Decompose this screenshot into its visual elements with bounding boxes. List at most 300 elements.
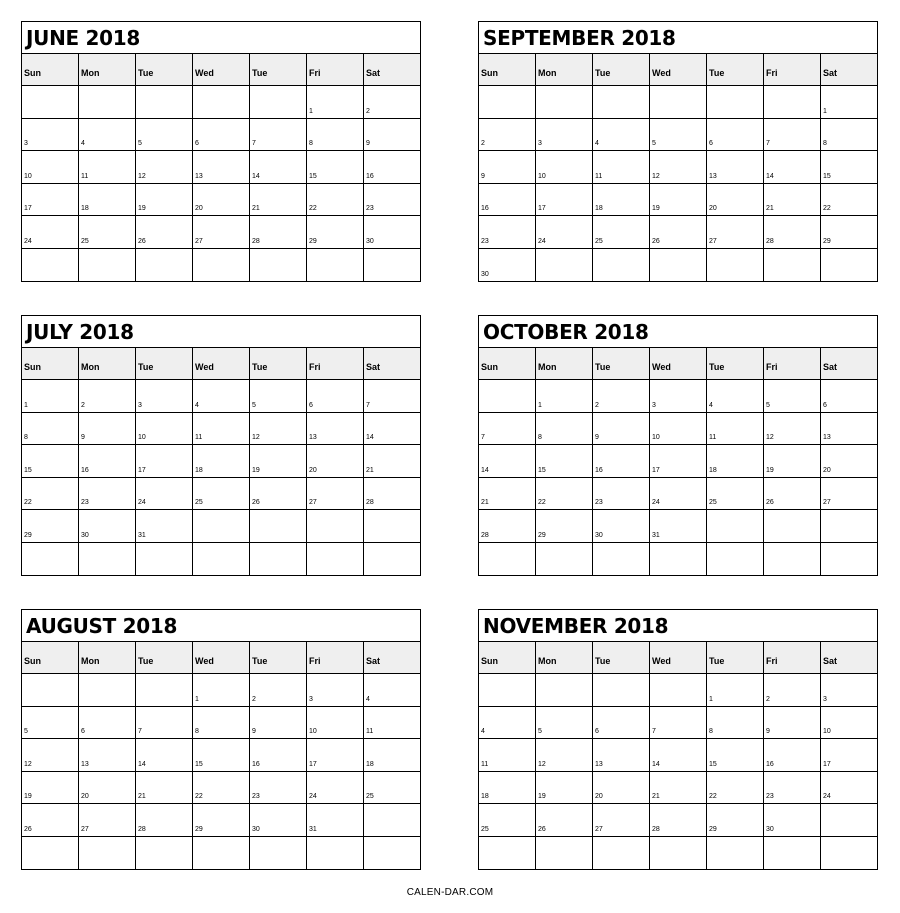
day-cell: 8 <box>22 413 79 446</box>
day-cell: 24 <box>307 772 364 805</box>
day-cell <box>821 837 878 870</box>
weekday-header: Sat <box>364 642 421 674</box>
day-cell <box>307 543 364 576</box>
day-cell <box>364 510 421 543</box>
day-cell <box>536 249 593 282</box>
weekday-header: Tue <box>250 348 307 380</box>
day-cell: 16 <box>593 445 650 478</box>
day-cell: 13 <box>707 151 764 184</box>
day-cell: 5 <box>536 707 593 740</box>
day-cell: 18 <box>707 445 764 478</box>
day-cell: 31 <box>307 804 364 837</box>
day-cell: 10 <box>821 707 878 740</box>
day-cell: 23 <box>79 478 136 511</box>
month-title: SEPTEMBER 2018 <box>479 22 878 54</box>
week-row <box>479 804 878 837</box>
day-cell: 12 <box>764 413 821 446</box>
day-cell: 5 <box>136 119 193 152</box>
day-cell <box>250 543 307 576</box>
day-cell <box>79 543 136 576</box>
day-cell <box>650 249 707 282</box>
weekday-header-row <box>22 642 421 674</box>
day-cell <box>22 249 79 282</box>
day-cell: 11 <box>79 151 136 184</box>
day-cell <box>536 543 593 576</box>
day-cell: 25 <box>364 772 421 805</box>
day-cell: 10 <box>136 413 193 446</box>
day-cell: 27 <box>821 478 878 511</box>
day-cell: 27 <box>307 478 364 511</box>
day-cell: 7 <box>479 413 536 446</box>
week-row <box>22 804 421 837</box>
day-cell <box>821 543 878 576</box>
day-cell: 24 <box>650 478 707 511</box>
day-cell: 12 <box>136 151 193 184</box>
day-cell: 5 <box>650 119 707 152</box>
day-cell: 27 <box>193 216 250 249</box>
day-cell: 27 <box>707 216 764 249</box>
weekday-header-row <box>479 348 878 380</box>
weekday-header: Wed <box>193 54 250 86</box>
day-cell <box>250 837 307 870</box>
day-cell <box>593 837 650 870</box>
day-cell: 31 <box>136 510 193 543</box>
week-row <box>479 86 878 119</box>
day-cell: 4 <box>364 674 421 707</box>
day-cell: 6 <box>193 119 250 152</box>
weekday-header: Tue <box>250 642 307 674</box>
day-cell: 27 <box>593 804 650 837</box>
week-row <box>479 119 878 152</box>
day-cell: 8 <box>193 707 250 740</box>
weekday-header: Sun <box>479 348 536 380</box>
day-cell: 20 <box>593 772 650 805</box>
day-cell: 13 <box>79 739 136 772</box>
day-cell: 20 <box>707 184 764 217</box>
week-row <box>22 249 421 282</box>
day-cell: 27 <box>79 804 136 837</box>
day-cell <box>136 674 193 707</box>
weekday-header: Tue <box>593 54 650 86</box>
day-cell: 26 <box>764 478 821 511</box>
day-cell: 23 <box>764 772 821 805</box>
day-cell <box>22 674 79 707</box>
day-cell: 29 <box>707 804 764 837</box>
week-row <box>479 380 878 413</box>
day-cell <box>764 837 821 870</box>
weekday-header: Sun <box>22 348 79 380</box>
day-cell: 4 <box>593 119 650 152</box>
week-row <box>22 707 421 740</box>
day-cell <box>79 837 136 870</box>
week-row <box>22 86 421 119</box>
day-cell <box>764 86 821 119</box>
day-cell <box>193 249 250 282</box>
day-cell: 3 <box>650 380 707 413</box>
week-row <box>479 510 878 543</box>
day-cell: 30 <box>79 510 136 543</box>
day-cell: 26 <box>136 216 193 249</box>
weekday-header: Mon <box>536 54 593 86</box>
calendar-october <box>478 315 878 576</box>
day-cell <box>536 837 593 870</box>
week-row <box>479 249 878 282</box>
week-row <box>22 837 421 870</box>
day-cell: 6 <box>593 707 650 740</box>
calendar-november <box>478 609 878 870</box>
day-cell: 22 <box>821 184 878 217</box>
day-cell <box>22 543 79 576</box>
week-row <box>479 707 878 740</box>
day-cell: 7 <box>136 707 193 740</box>
day-cell <box>593 249 650 282</box>
weekday-header: Tue <box>593 348 650 380</box>
day-cell: 17 <box>821 739 878 772</box>
day-cell <box>136 837 193 870</box>
day-cell: 19 <box>536 772 593 805</box>
day-cell <box>22 86 79 119</box>
day-cell: 28 <box>764 216 821 249</box>
day-cell: 18 <box>479 772 536 805</box>
weekday-header: Tue <box>136 642 193 674</box>
day-cell: 10 <box>650 413 707 446</box>
day-cell: 29 <box>193 804 250 837</box>
day-cell <box>650 837 707 870</box>
day-cell <box>707 543 764 576</box>
day-cell: 24 <box>821 772 878 805</box>
day-cell: 29 <box>536 510 593 543</box>
weekday-header: Fri <box>764 54 821 86</box>
weekday-header: Mon <box>536 348 593 380</box>
week-row <box>22 413 421 446</box>
day-cell: 29 <box>22 510 79 543</box>
day-cell: 28 <box>136 804 193 837</box>
day-cell <box>479 380 536 413</box>
day-cell: 4 <box>479 707 536 740</box>
month-title: AUGUST 2018 <box>22 610 421 642</box>
day-cell: 5 <box>250 380 307 413</box>
day-cell: 26 <box>22 804 79 837</box>
day-cell: 16 <box>250 739 307 772</box>
day-cell: 9 <box>79 413 136 446</box>
day-cell: 13 <box>593 739 650 772</box>
day-cell <box>707 86 764 119</box>
day-cell: 15 <box>307 151 364 184</box>
day-cell <box>593 543 650 576</box>
day-cell <box>79 674 136 707</box>
day-cell: 4 <box>707 380 764 413</box>
day-cell: 28 <box>650 804 707 837</box>
day-cell: 10 <box>22 151 79 184</box>
day-cell: 28 <box>250 216 307 249</box>
day-cell: 5 <box>764 380 821 413</box>
day-cell: 13 <box>821 413 878 446</box>
day-cell: 15 <box>536 445 593 478</box>
day-cell: 7 <box>250 119 307 152</box>
day-cell: 25 <box>707 478 764 511</box>
day-cell: 6 <box>79 707 136 740</box>
day-cell: 1 <box>22 380 79 413</box>
day-cell: 19 <box>22 772 79 805</box>
weekday-header: Sat <box>821 642 878 674</box>
weekday-header: Fri <box>307 348 364 380</box>
day-cell: 21 <box>479 478 536 511</box>
day-cell: 15 <box>193 739 250 772</box>
day-cell: 4 <box>193 380 250 413</box>
day-cell: 16 <box>79 445 136 478</box>
day-cell: 19 <box>250 445 307 478</box>
day-cell: 30 <box>764 804 821 837</box>
week-row <box>22 543 421 576</box>
day-cell: 14 <box>364 413 421 446</box>
day-cell: 17 <box>650 445 707 478</box>
weekday-header: Fri <box>307 54 364 86</box>
day-cell: 8 <box>307 119 364 152</box>
day-cell: 14 <box>136 739 193 772</box>
day-cell: 14 <box>250 151 307 184</box>
week-row <box>479 184 878 217</box>
week-row <box>479 413 878 446</box>
day-cell: 23 <box>364 184 421 217</box>
day-cell: 14 <box>764 151 821 184</box>
day-cell: 2 <box>364 86 421 119</box>
weekday-header: Wed <box>650 642 707 674</box>
day-cell: 31 <box>650 510 707 543</box>
day-cell <box>193 837 250 870</box>
day-cell <box>821 510 878 543</box>
day-cell: 25 <box>193 478 250 511</box>
day-cell <box>364 543 421 576</box>
day-cell <box>136 86 193 119</box>
week-row <box>22 674 421 707</box>
day-cell: 15 <box>821 151 878 184</box>
day-cell <box>536 674 593 707</box>
weekday-header: Mon <box>79 54 136 86</box>
day-cell: 11 <box>479 739 536 772</box>
day-cell: 26 <box>650 216 707 249</box>
day-cell <box>593 674 650 707</box>
day-cell: 5 <box>22 707 79 740</box>
day-cell <box>707 249 764 282</box>
day-cell: 17 <box>307 739 364 772</box>
day-cell: 7 <box>650 707 707 740</box>
weekday-header: Mon <box>79 348 136 380</box>
day-cell: 18 <box>79 184 136 217</box>
day-cell: 21 <box>364 445 421 478</box>
weekday-header: Sun <box>22 54 79 86</box>
day-cell <box>764 543 821 576</box>
day-cell: 3 <box>22 119 79 152</box>
day-cell: 17 <box>22 184 79 217</box>
day-cell: 6 <box>707 119 764 152</box>
weekday-header-row <box>479 642 878 674</box>
day-cell <box>479 837 536 870</box>
month-title: NOVEMBER 2018 <box>479 610 878 642</box>
day-cell: 17 <box>136 445 193 478</box>
day-cell: 1 <box>307 86 364 119</box>
day-cell: 12 <box>250 413 307 446</box>
day-cell <box>364 837 421 870</box>
day-cell <box>250 249 307 282</box>
day-cell <box>593 86 650 119</box>
calendar-august <box>21 609 421 870</box>
week-row <box>22 151 421 184</box>
day-cell: 19 <box>136 184 193 217</box>
day-cell <box>707 510 764 543</box>
day-cell <box>650 674 707 707</box>
calendar-june <box>21 21 421 282</box>
day-cell: 21 <box>764 184 821 217</box>
day-cell: 16 <box>479 184 536 217</box>
day-cell: 30 <box>364 216 421 249</box>
day-cell: 19 <box>650 184 707 217</box>
day-cell: 4 <box>79 119 136 152</box>
weekday-header: Tue <box>707 54 764 86</box>
day-cell: 14 <box>479 445 536 478</box>
day-cell <box>250 510 307 543</box>
weekday-header: Wed <box>650 348 707 380</box>
day-cell: 2 <box>764 674 821 707</box>
day-cell: 11 <box>364 707 421 740</box>
weekday-header: Sat <box>364 54 421 86</box>
week-row <box>22 510 421 543</box>
day-cell <box>821 249 878 282</box>
day-cell <box>479 674 536 707</box>
weekday-header: Mon <box>536 642 593 674</box>
day-cell <box>79 249 136 282</box>
day-cell <box>307 510 364 543</box>
week-row <box>479 478 878 511</box>
weekday-header: Sat <box>821 54 878 86</box>
weekday-header: Tue <box>136 348 193 380</box>
day-cell: 23 <box>250 772 307 805</box>
week-row <box>22 119 421 152</box>
site-footer: CALEN-DAR.COM <box>406 887 494 898</box>
day-cell: 23 <box>479 216 536 249</box>
weekday-header: Fri <box>307 642 364 674</box>
day-cell: 12 <box>22 739 79 772</box>
day-cell: 1 <box>707 674 764 707</box>
weekday-header: Wed <box>193 642 250 674</box>
day-cell: 2 <box>593 380 650 413</box>
day-cell: 18 <box>364 739 421 772</box>
day-cell: 22 <box>307 184 364 217</box>
day-cell: 14 <box>650 739 707 772</box>
day-cell: 16 <box>764 739 821 772</box>
day-cell: 17 <box>536 184 593 217</box>
day-cell: 8 <box>536 413 593 446</box>
day-cell <box>193 510 250 543</box>
weekday-header: Wed <box>650 54 707 86</box>
day-cell <box>307 837 364 870</box>
month-title: JULY 2018 <box>22 316 421 348</box>
month-title: JUNE 2018 <box>22 22 421 54</box>
week-row <box>479 151 878 184</box>
day-cell: 2 <box>479 119 536 152</box>
day-cell: 20 <box>821 445 878 478</box>
day-cell: 25 <box>79 216 136 249</box>
day-cell: 3 <box>536 119 593 152</box>
day-cell: 26 <box>536 804 593 837</box>
day-cell: 11 <box>193 413 250 446</box>
day-cell: 8 <box>707 707 764 740</box>
day-cell: 15 <box>707 739 764 772</box>
day-cell: 2 <box>79 380 136 413</box>
day-cell: 24 <box>22 216 79 249</box>
day-cell: 15 <box>22 445 79 478</box>
week-row <box>479 837 878 870</box>
day-cell: 24 <box>536 216 593 249</box>
weekday-header: Tue <box>136 54 193 86</box>
day-cell: 13 <box>307 413 364 446</box>
week-row <box>479 739 878 772</box>
weekday-header: Sun <box>479 642 536 674</box>
day-cell: 11 <box>593 151 650 184</box>
day-cell: 11 <box>707 413 764 446</box>
day-cell: 9 <box>364 119 421 152</box>
day-cell: 30 <box>593 510 650 543</box>
day-cell: 18 <box>193 445 250 478</box>
day-cell: 18 <box>593 184 650 217</box>
weekday-header: Mon <box>79 642 136 674</box>
day-cell <box>650 543 707 576</box>
day-cell <box>764 510 821 543</box>
day-cell: 30 <box>479 249 536 282</box>
weekday-header: Fri <box>764 348 821 380</box>
day-cell: 9 <box>764 707 821 740</box>
day-cell: 9 <box>593 413 650 446</box>
day-cell <box>479 86 536 119</box>
day-cell: 6 <box>821 380 878 413</box>
day-cell: 22 <box>193 772 250 805</box>
week-row <box>22 184 421 217</box>
day-cell: 10 <box>307 707 364 740</box>
weekday-header: Tue <box>707 348 764 380</box>
week-row <box>479 772 878 805</box>
day-cell: 25 <box>479 804 536 837</box>
day-cell: 7 <box>764 119 821 152</box>
day-cell: 3 <box>821 674 878 707</box>
day-cell: 21 <box>650 772 707 805</box>
day-cell: 16 <box>364 151 421 184</box>
day-cell: 20 <box>193 184 250 217</box>
day-cell <box>364 804 421 837</box>
day-cell <box>707 837 764 870</box>
day-cell: 21 <box>250 184 307 217</box>
weekday-header: Tue <box>250 54 307 86</box>
day-cell: 22 <box>536 478 593 511</box>
day-cell <box>821 804 878 837</box>
day-cell: 1 <box>821 86 878 119</box>
calendar-july <box>21 315 421 576</box>
day-cell: 26 <box>250 478 307 511</box>
day-cell: 21 <box>136 772 193 805</box>
day-cell: 12 <box>536 739 593 772</box>
day-cell <box>136 543 193 576</box>
day-cell: 3 <box>136 380 193 413</box>
day-cell: 10 <box>536 151 593 184</box>
day-cell: 20 <box>307 445 364 478</box>
day-cell: 1 <box>536 380 593 413</box>
weekday-header: Tue <box>593 642 650 674</box>
weekday-header-row <box>479 54 878 86</box>
calendar-september <box>478 21 878 282</box>
day-cell: 24 <box>136 478 193 511</box>
day-cell: 22 <box>22 478 79 511</box>
month-title: OCTOBER 2018 <box>479 316 878 348</box>
weekday-header: Sun <box>479 54 536 86</box>
day-cell: 9 <box>250 707 307 740</box>
